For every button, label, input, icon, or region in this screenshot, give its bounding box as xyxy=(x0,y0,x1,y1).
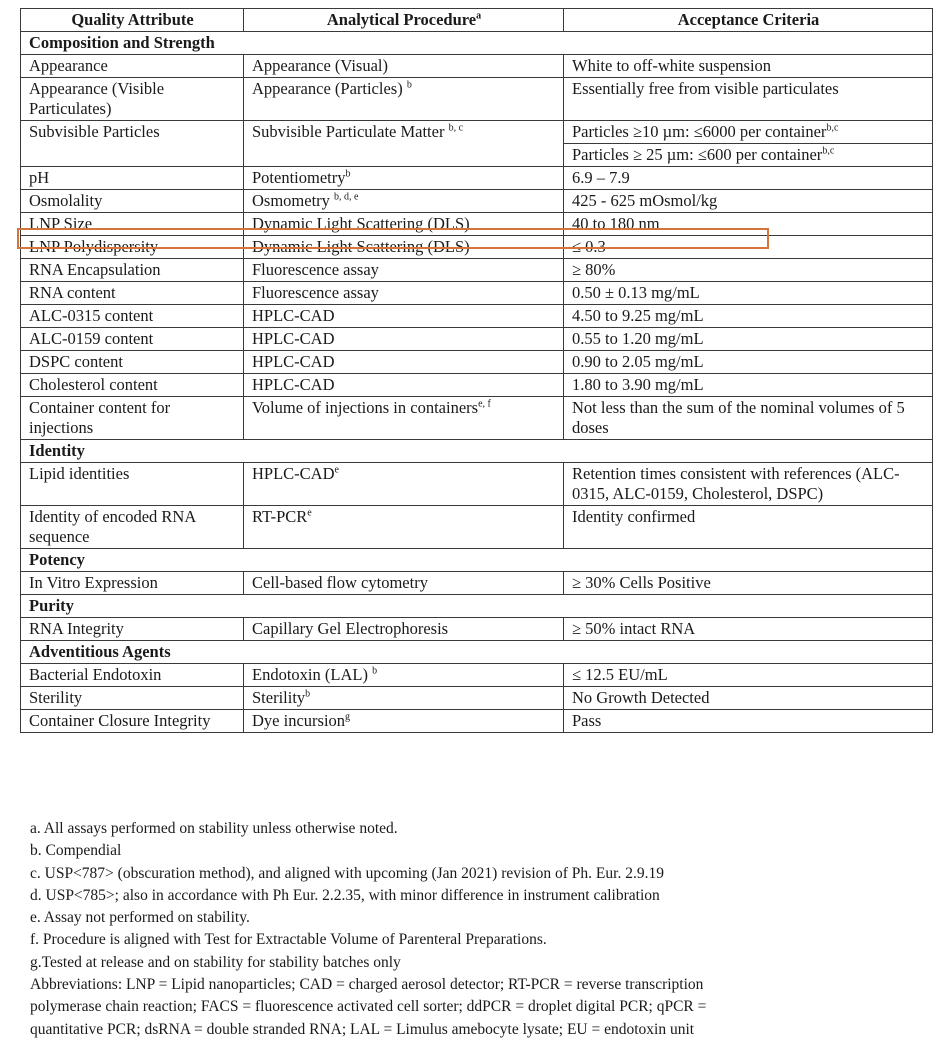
criteria-cell: No Growth Detected xyxy=(564,687,933,710)
footnote-ref: b xyxy=(406,79,412,91)
procedure-cell: HPLC-CAD xyxy=(244,328,564,351)
procedure-cell: Dynamic Light Scattering (DLS) xyxy=(244,236,564,259)
footnote-g: g.Tested at release and on stability for stability batches only xyxy=(30,953,401,971)
table-row xyxy=(21,121,933,144)
table-row xyxy=(21,78,933,121)
section-purity: Purity xyxy=(21,595,933,618)
table-row xyxy=(21,282,933,305)
attribute-cell: LNP Size xyxy=(21,213,244,236)
procedure-cell: Cell-based flow cytometry xyxy=(244,572,564,595)
attribute-cell: RNA Encapsulation xyxy=(21,259,244,282)
footnote-ref: b xyxy=(345,168,351,180)
table-row xyxy=(21,506,933,549)
criteria-cell: Essentially free from visible particulates xyxy=(564,78,933,121)
attribute-cell: Cholesterol content xyxy=(21,374,244,397)
footnote-ref: b, c xyxy=(448,122,464,134)
section-row xyxy=(21,440,933,463)
footnote-ref: e xyxy=(334,464,339,476)
attribute-cell: DSPC content xyxy=(21,351,244,374)
table-row xyxy=(21,305,933,328)
attribute-cell: Identity of encoded RNA sequence xyxy=(21,506,244,549)
section-row xyxy=(21,595,933,618)
table-row xyxy=(21,167,933,190)
table-row xyxy=(21,351,933,374)
footnotes xyxy=(30,818,930,1041)
abbreviations-line-2: polymerase chain reaction; FACS = fluorescence activated cell sorter; ddPCR = droplet digital PCR; qPCR = xyxy=(30,998,707,1016)
procedure-cell: Osmometry $^{b, d, e}$ xyxy=(244,190,564,213)
footnote-ref: e, f xyxy=(478,398,491,410)
attribute-cell: ALC-0159 content xyxy=(21,328,244,351)
table-row xyxy=(21,463,933,506)
footnote-b: b. Compendial xyxy=(30,842,122,860)
criteria-cell: ≥ 30% Cells Positive xyxy=(564,572,933,595)
criteria-cell: 0.90 to 2.05 mg/mL xyxy=(564,351,933,374)
footnote-ref: b,c xyxy=(826,122,839,134)
attribute-cell: Container content for injections xyxy=(21,397,244,440)
attribute-cell: RNA Integrity xyxy=(21,618,244,641)
criteria-cell: Not less than the sum of the nominal volumes of 5 doses xyxy=(564,397,933,440)
footnote-ref: b xyxy=(305,688,311,700)
header-quality-attribute: Quality Attribute xyxy=(21,9,244,32)
criteria-cell: ≤ 12.5 EU/mL xyxy=(564,664,933,687)
table-row-lnp-size xyxy=(21,213,933,236)
footnote-ref: b,c xyxy=(822,145,835,157)
attribute-cell: Osmolality xyxy=(21,190,244,213)
table-row xyxy=(21,374,933,397)
criteria-cell: White to off-white suspension xyxy=(564,55,933,78)
attribute-cell: Sterility xyxy=(21,687,244,710)
footnote-ref: b xyxy=(372,665,378,677)
table-row xyxy=(21,328,933,351)
header-analytical-procedure: Analytical Procedure$^a$ xyxy=(244,9,564,32)
procedure-cell: Dye incursion$^g$ xyxy=(244,710,564,733)
section-potency: Potency xyxy=(21,549,933,572)
procedure-cell: Fluorescence assay xyxy=(244,259,564,282)
header-procedure-footnote: a xyxy=(476,10,482,22)
attribute-cell: In Vitro Expression xyxy=(21,572,244,595)
criteria-cell: Pass xyxy=(564,710,933,733)
abbreviations-line-1: Abbreviations: LNP = Lipid nanoparticles; CAD = charged aerosol detector; RT-PCR = reverse transcription xyxy=(30,976,704,994)
footnote-a: a. All assays performed on stability unless otherwise noted. xyxy=(30,820,398,837)
attribute-cell: Container Closure Integrity xyxy=(21,710,244,733)
table-row xyxy=(21,55,933,78)
procedure-cell: HPLC-CAD xyxy=(244,305,564,328)
procedure-cell: RT-PCR$^e$ xyxy=(244,506,564,549)
table-row xyxy=(21,710,933,733)
attribute-cell: Lipid identities xyxy=(21,463,244,506)
table-row xyxy=(21,190,933,213)
attribute-cell: LNP Polydispersity xyxy=(21,236,244,259)
criteria-cell: 0.50 ± 0.13 mg/mL xyxy=(564,282,933,305)
abbreviations xyxy=(30,974,930,1041)
specification-table xyxy=(20,8,933,733)
section-row xyxy=(21,641,933,664)
procedure-cell: Endotoxin (LAL) $^b$ xyxy=(244,664,564,687)
section-composition: Composition and Strength xyxy=(21,32,933,55)
criteria-cell: Particles ≥ 25 µm: ≤600 per container$^{b,c}$ xyxy=(564,144,933,167)
criteria-cell: 4.50 to 9.25 mg/mL xyxy=(564,305,933,328)
footnote-d: d. USP<785>; also in accordance with Ph Eur. 2.2.35, with minor difference in instrument calibration xyxy=(30,886,660,904)
procedure-cell: HPLC-CAD$^e$ xyxy=(244,463,564,506)
criteria-cell: Particles ≥10 µm: ≤6000 per container$^{b,c}$ xyxy=(564,121,933,144)
footnote-c: c. USP<787> (obscuration method), and aligned with upcoming (Jan 2021) revision of Ph. Eur. 2.9.19 xyxy=(30,864,664,882)
criteria-cell: 6.9 – 7.9 xyxy=(564,167,933,190)
footnote-e: e. Assay not performed on stability. xyxy=(30,909,250,927)
footnote-ref: b, d, e xyxy=(334,191,359,203)
section-identity: Identity xyxy=(21,440,933,463)
criteria-cell: 425 - 625 mOsmol/kg xyxy=(564,190,933,213)
footnote-f: f. Procedure is aligned with Test for Extractable Volume of Parenteral Preparations. xyxy=(30,931,547,949)
procedure-cell: Appearance (Visual) xyxy=(244,55,564,78)
criteria-cell: Identity confirmed xyxy=(564,506,933,549)
criteria-cell: ≤ 0.3 xyxy=(564,236,933,259)
footnote-ref: g xyxy=(345,711,351,723)
procedure-cell: HPLC-CAD xyxy=(244,351,564,374)
criteria-cell: Retention times consistent with references (ALC-0315, ALC-0159, Cholesterol, DSPC) xyxy=(564,463,933,506)
procedure-cell: Dynamic Light Scattering (DLS) xyxy=(244,213,564,236)
table-row xyxy=(21,687,933,710)
table-row xyxy=(21,618,933,641)
section-row xyxy=(21,32,933,55)
attribute-cell: RNA content xyxy=(21,282,244,305)
procedure-cell: Appearance (Particles) $^b$ xyxy=(244,78,564,121)
attribute-cell: pH xyxy=(21,167,244,190)
criteria-cell: 40 to 180 nm xyxy=(564,213,933,236)
criteria-cell: 0.55 to 1.20 mg/mL xyxy=(564,328,933,351)
table-row xyxy=(21,572,933,595)
table-row xyxy=(21,664,933,687)
criteria-cell: ≥ 80% xyxy=(564,259,933,282)
procedure-cell: Sterility$^b$ xyxy=(244,687,564,710)
criteria-cell: 1.80 to 3.90 mg/mL xyxy=(564,374,933,397)
table-row xyxy=(21,259,933,282)
procedure-cell: Subvisible Particulate Matter $^{b, c}$ xyxy=(244,121,564,167)
footnote-ref: e xyxy=(307,507,312,519)
header-acceptance-criteria: Acceptance Criteria xyxy=(564,9,933,32)
section-row xyxy=(21,549,933,572)
table-row xyxy=(21,236,933,259)
procedure-cell: Capillary Gel Electrophoresis xyxy=(244,618,564,641)
section-adventitious: Adventitious Agents xyxy=(21,641,933,664)
attribute-cell: ALC-0315 content xyxy=(21,305,244,328)
attribute-cell: Appearance (Visible Particulates) xyxy=(21,78,244,121)
procedure-cell: Volume of injections in containers$^{e, f}$ xyxy=(244,397,564,440)
attribute-cell: Bacterial Endotoxin xyxy=(21,664,244,687)
attribute-cell: Subvisible Particles xyxy=(21,121,244,167)
criteria-cell: ≥ 50% intact RNA xyxy=(564,618,933,641)
table-row xyxy=(21,397,933,440)
procedure-cell: Potentiometry$^b$ xyxy=(244,167,564,190)
abbreviations-line-3: quantitative PCR; dsRNA = double stranded RNA; LAL = Limulus amebocyte lysate; EU = endotoxin unit xyxy=(30,1020,695,1038)
procedure-cell: HPLC-CAD xyxy=(244,374,564,397)
table-header-row xyxy=(21,9,933,32)
procedure-cell: Fluorescence assay xyxy=(244,282,564,305)
attribute-cell: Appearance xyxy=(21,55,244,78)
